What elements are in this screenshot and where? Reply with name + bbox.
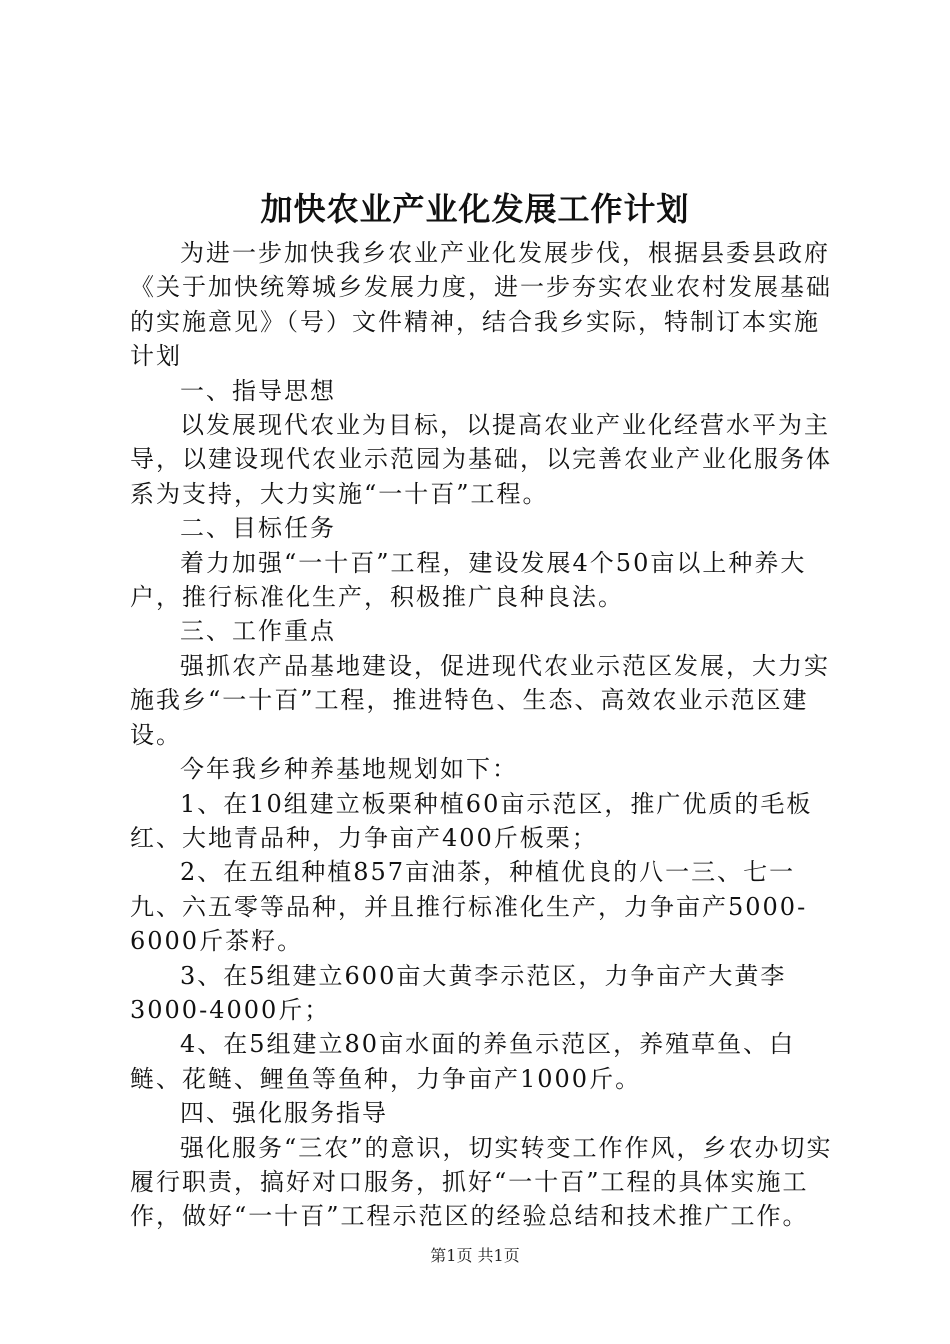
paragraph: 强抓农产品基地建设，促进现代农业示范区发展，大力实施我乡“一十百”工程，推进特色、生态、高效农业示范区建设。 — [130, 651, 830, 749]
document-title: 加快农业产业化发展工作计划 — [260, 190, 690, 228]
paragraph: 一、指导思想 — [180, 376, 336, 405]
paragraph: 2、在五组种植857亩油茶，种植优良的八一三、七一九、六五零等品种，并且推行标准化生产，力争亩产5000-6000斤茶籽。 — [130, 858, 808, 956]
paragraph: 强化服务“三农”的意识，切实转变工作作风，乡农办切实履行职责，搞好对口服务，抓好“一十百”工程的具体实施工作，做好“一十百”工程示范区的经验总结和技术推广工作。 — [130, 1133, 833, 1231]
paragraph: 为进一步加快我乡农业产业化发展步伐，根据县委县政府《关于加快统筹城乡发展力度，进一步夯实农业农村发展基础的实施意见》（号）文件精神，结合我乡实际，特制订本实施计划 — [130, 239, 832, 371]
paragraph: 着力加强“一十百”工程，建设发展4个50亩以上种养大户，推行标准化生产，积极推广良种良法。 — [130, 548, 807, 612]
paragraph: 二、目标任务 — [180, 514, 336, 543]
document-body — [130, 236, 836, 1234]
paragraph: 四、强化服务指导 — [180, 1099, 388, 1128]
paragraph: 三、工作重点 — [180, 617, 336, 646]
paragraph: 今年我乡种养基地规划如下： — [180, 755, 518, 784]
paragraph: 3、在5组建立600亩大黄李示范区，力争亩产大黄李3000-4000斤； — [130, 961, 787, 1024]
page-footer: 第1页 共1页 — [430, 1246, 520, 1265]
paragraph: 4、在5组建立80亩水面的养鱼示范区，养殖草鱼、白鲢、花鲢、鲤鱼等鱼种，力争亩产1000斤。 — [130, 1030, 796, 1093]
paragraph: 以发展现代农业为目标，以提高农业产业化经营水平为主导，以建设现代农业示范园为基础，以完善农业产业化服务体系为支持，大力实施“一十百”工程。 — [130, 411, 832, 508]
paragraph: 1、在10组建立板栗种植60亩示范区，推广优质的毛板红、大地青品种，力争亩产400斤板栗； — [130, 789, 813, 852]
